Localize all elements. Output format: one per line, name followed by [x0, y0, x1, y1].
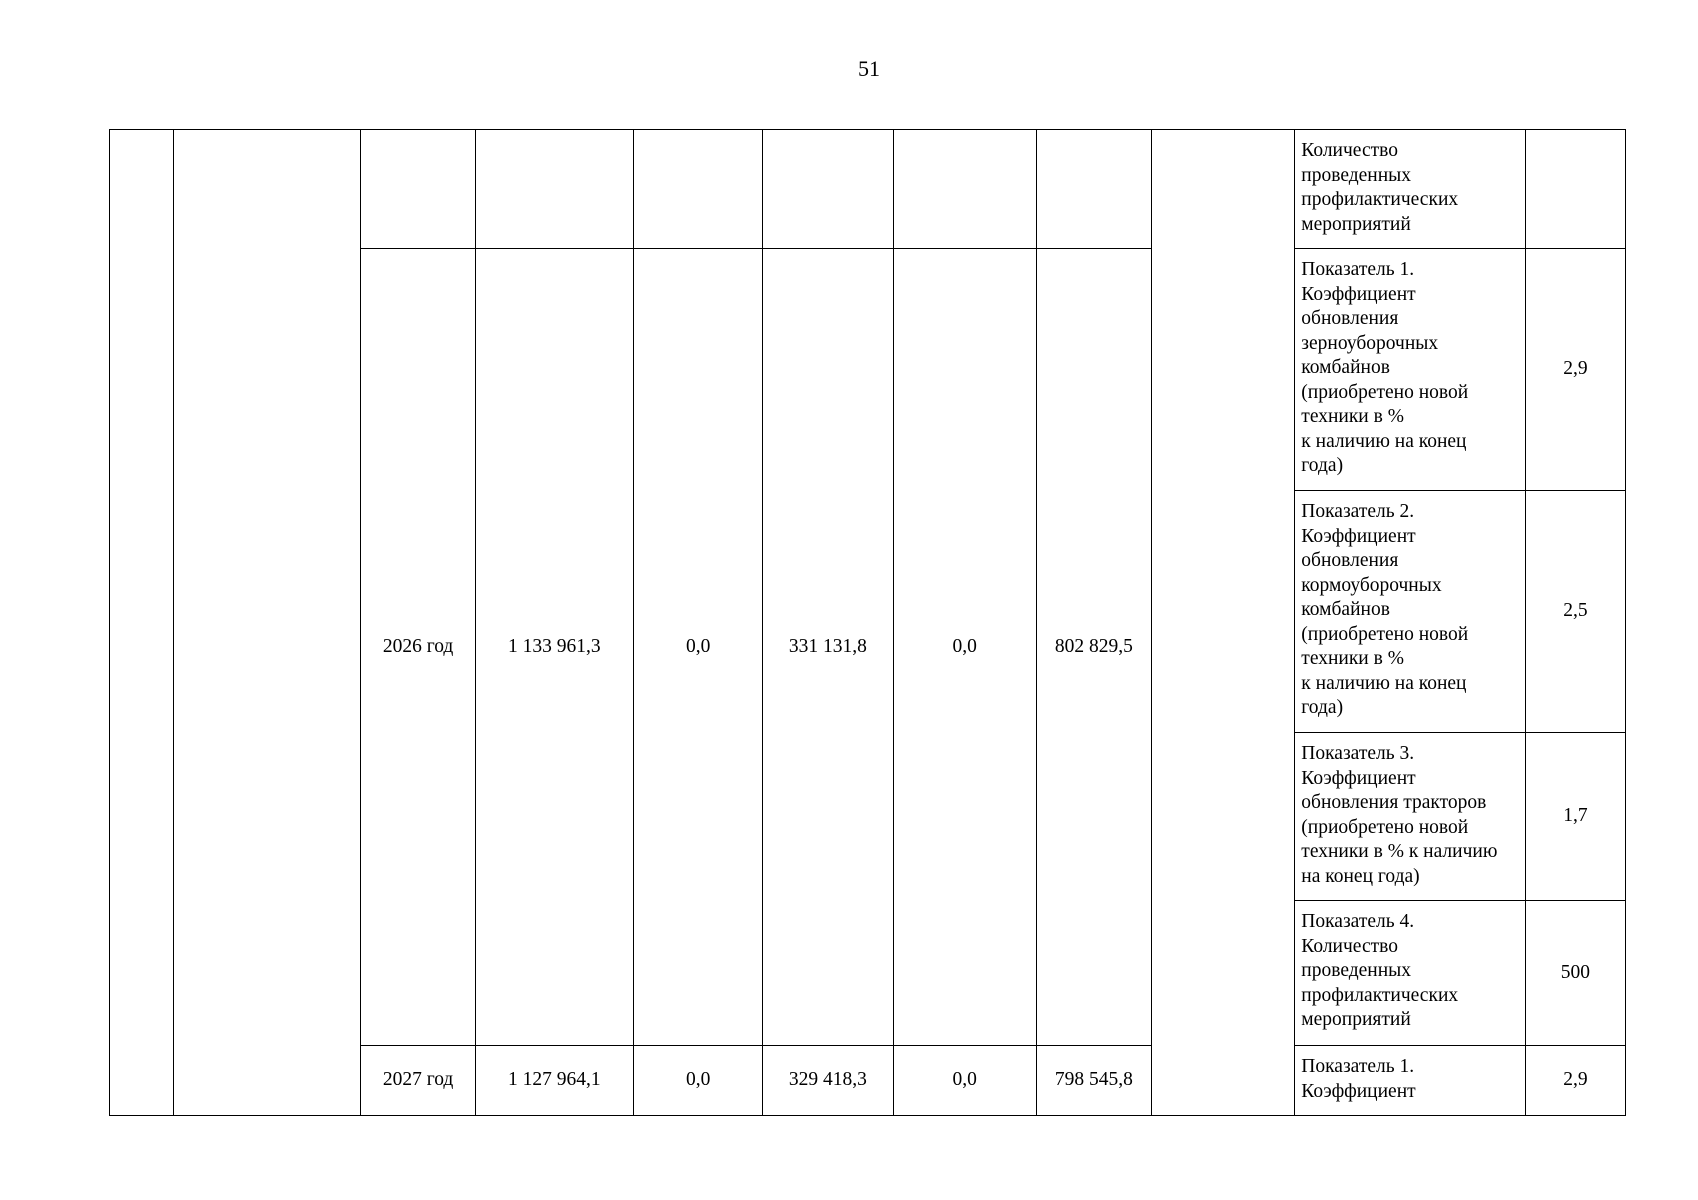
funding-cell: 329 418,3 [763, 1046, 893, 1116]
indicator-value-cell: 2,5 [1525, 491, 1625, 733]
indicator-name-cell: Показатель 1. Коэффициент обновления зерноуборочных комбайнов (приобретено новой техники в % к наличию на конец года) [1295, 249, 1525, 491]
total-funding-cell: 1 127 964,1 [475, 1046, 633, 1116]
executor-column-cell [1152, 130, 1295, 1116]
funding-cell-empty [1036, 130, 1151, 249]
funding-cell-empty [634, 130, 763, 249]
event-name-column-cell [174, 130, 361, 1116]
indicator-value-cell: 2,9 [1525, 249, 1625, 491]
funding-cell: 0,0 [634, 1046, 763, 1116]
year-cell: 2027 год [361, 1046, 475, 1116]
indicator-name-cell: Количество проведенных профилактических мероприятий [1295, 130, 1525, 249]
funding-cell-empty [893, 130, 1036, 249]
indicator-name-cell: Показатель 4. Количество проведенных профилактических мероприятий [1295, 901, 1525, 1046]
funding-cell: 798 545,8 [1036, 1046, 1151, 1116]
program-funding-table [109, 129, 1626, 1116]
indicator-value-cell: 500 [1525, 901, 1625, 1046]
indicator-value-cell: 1,7 [1525, 733, 1625, 901]
indicator-name-cell: Показатель 3. Коэффициент обновления тракторов (приобретено новой техники в % к наличию на конец года) [1295, 733, 1525, 901]
indicator-value-cell: 2,9 [1525, 1046, 1625, 1116]
indicator-name-cell: Показатель 2. Коэффициент обновления кормоуборочных комбайнов (приобретено новой техники в % к наличию на конец года) [1295, 491, 1525, 733]
funding-cell: 0,0 [634, 249, 763, 1046]
funding-cell-empty [763, 130, 893, 249]
number-column-cell [110, 130, 174, 1116]
total-funding-cell: 1 133 961,3 [475, 249, 633, 1046]
indicator-value-cell [1525, 130, 1625, 249]
total-cell-empty [475, 130, 633, 249]
funding-cell: 802 829,5 [1036, 249, 1151, 1046]
funding-cell: 331 131,8 [763, 249, 893, 1046]
indicator-name-cell: Показатель 1. Коэффициент [1295, 1046, 1525, 1116]
page-number: 51 [858, 56, 880, 81]
table-row [110, 130, 1626, 249]
funding-cell: 0,0 [893, 249, 1036, 1046]
year-cell: 2026 год [361, 249, 475, 1046]
year-cell-empty [361, 130, 475, 249]
funding-cell: 0,0 [893, 1046, 1036, 1116]
